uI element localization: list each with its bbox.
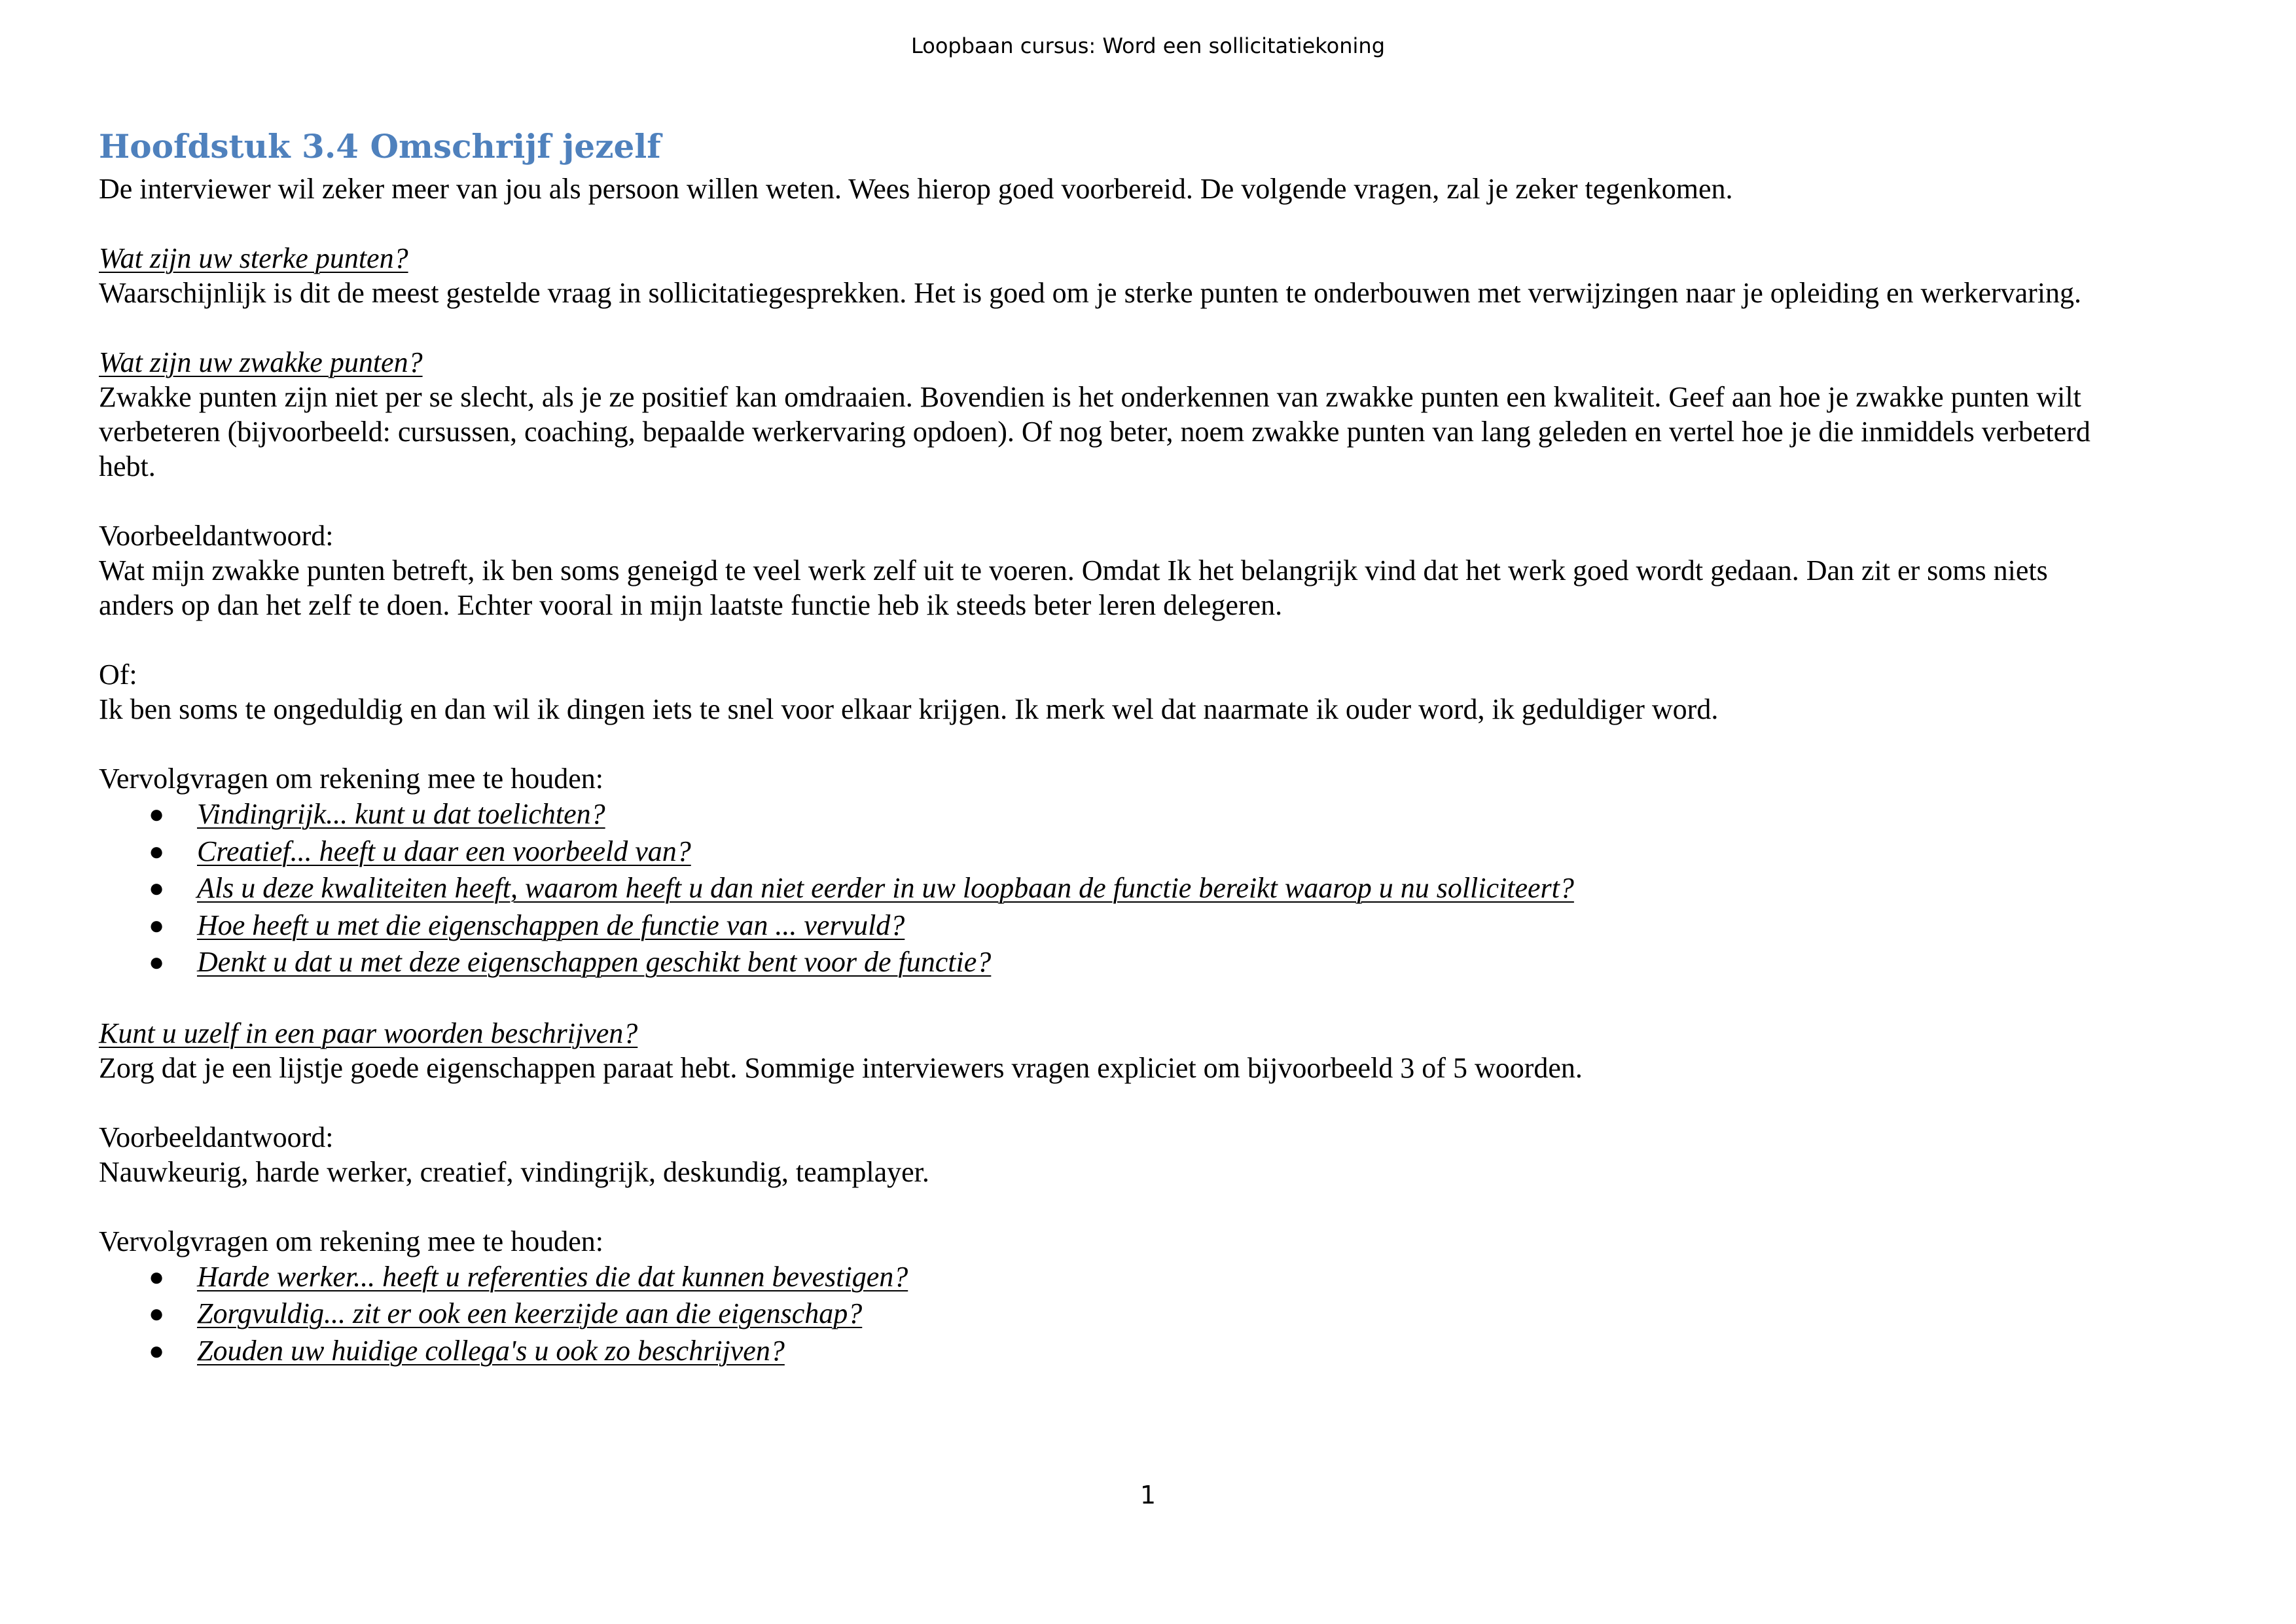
list-item xyxy=(99,1295,2206,1333)
followup-question: Denkt u dat u met deze eigenschappen geschikt bent voor de functie? xyxy=(197,946,992,978)
question-strengths-text: Wat zijn uw sterke punten? xyxy=(99,242,408,274)
bullet-icon: ● xyxy=(149,910,165,940)
followup-question: Hoe heeft u met die eigenschappen de functie van ... vervuld? xyxy=(197,909,905,941)
followup-question: Vindingrijk... kunt u dat toelichten? xyxy=(197,798,605,830)
example-answer-label: Voorbeeldantwoord: xyxy=(99,520,334,552)
page-number: 1 xyxy=(1139,1481,1157,1509)
followup-question: Creatief... heeft u daar een voorbeeld van? xyxy=(197,835,691,867)
example-answer-line-2: anders op dan het zelf te doen. Echter vooral in mijn laatste functie heb ik steeds beter leren delegeren. xyxy=(99,589,1283,621)
question-weaknesses xyxy=(99,345,2206,380)
question-describe xyxy=(99,1016,2206,1051)
list-item xyxy=(99,944,2206,981)
bullet-icon: ● xyxy=(149,799,165,829)
list-item xyxy=(99,1259,2206,1296)
strengths-paragraph: Waarschijnlijk is dit de meest gestelde vraag in sollicitatiegesprekken. Het is goed om je sterke punten te onderbouwen met verwijzingen naar je opleiding en werkervaring. xyxy=(99,277,2082,309)
chapter-title: Hoofdstuk 3.4 Omschrijf jezelf xyxy=(99,127,661,166)
bullet-icon: ● xyxy=(149,1335,165,1365)
bullet-icon: ● xyxy=(149,1261,165,1291)
bullet-icon: ● xyxy=(149,873,165,903)
list-item xyxy=(99,833,2206,871)
followup-questions-label: Vervolgvragen om rekening mee te houden: xyxy=(99,1225,603,1257)
followup-question: Harde werker... heeft u referenties die dat kunnen bevestigen? xyxy=(197,1260,908,1293)
weaknesses-paragraph-line-2: verbeteren (bijvoorbeeld: cursussen, coaching, bepaalde werkervaring opdoen). Of nog beter, noem zwakke punten van lang geleden en vertel hoe je die inmiddels verbeterd xyxy=(99,416,2090,448)
document-body xyxy=(99,122,2206,1369)
list-item xyxy=(99,907,2206,945)
bullet-icon: ● xyxy=(149,836,165,866)
example-answer-label: Voorbeeldantwoord: xyxy=(99,1121,334,1153)
list-item xyxy=(99,1333,2206,1370)
question-weaknesses-text: Wat zijn uw zwakke punten? xyxy=(99,346,423,378)
bullet-icon: ● xyxy=(149,947,165,977)
running-header: Loopbaan cursus: Word een sollicitatiekoning xyxy=(911,33,1385,58)
question-strengths xyxy=(99,241,2206,276)
example-answer: Nauwkeurig, harde werker, creatief, vindingrijk, deskundig, teamplayer. xyxy=(99,1155,929,1188)
weaknesses-paragraph-line-3: hebt. xyxy=(99,450,156,482)
question-describe-text: Kunt u uzelf in een paar woorden beschrijven? xyxy=(99,1017,638,1049)
followup-questions-list xyxy=(99,796,2206,981)
followup-questions-list xyxy=(99,1259,2206,1370)
list-item xyxy=(99,796,2206,833)
describe-paragraph: Zorg dat je een lijstje goede eigenschappen paraat hebt. Sommige interviewers vragen expliciet om bijvoorbeeld 3 of 5 woorden. xyxy=(99,1051,1583,1084)
alternative-example-answer: Ik ben soms te ongeduldig en dan wil ik dingen iets te snel voor elkaar krijgen. Ik merk wel dat naarmate ik ouder word, ik geduldiger word. xyxy=(99,693,1719,725)
weaknesses-paragraph-line-1: Zwakke punten zijn niet per se slecht, als je ze positief kan omdraaien. Bovendien is het onderkennen van zwakke punten een kwaliteit. Geef aan hoe je zwakke punten wilt xyxy=(99,381,2081,413)
followup-question: Als u deze kwaliteiten heeft, waarom heeft u dan niet eerder in uw loopbaan de functie bereikt waarop u nu solliciteert? xyxy=(197,872,1574,904)
or-label: Of: xyxy=(99,659,137,691)
followup-question: Zorgvuldig... zit er ook een keerzijde aan die eigenschap? xyxy=(197,1297,863,1329)
list-item xyxy=(99,870,2206,907)
bullet-icon: ● xyxy=(149,1299,165,1328)
chapter-intro: De interviewer wil zeker meer van jou als persoon willen weten. Wees hierop goed voorbereid. De volgende vragen, zal je zeker tegenkomen. xyxy=(99,173,1733,205)
followup-questions-label: Vervolgvragen om rekening mee te houden: xyxy=(99,763,603,795)
followup-question: Zouden uw huidige collega's u ook zo beschrijven? xyxy=(197,1334,785,1367)
example-answer-line-1: Wat mijn zwakke punten betreft, ik ben soms geneigd te veel werk zelf uit te voeren. Omdat Ik het belangrijk vind dat het werk goed wordt gedaan. Dan zit er soms niets xyxy=(99,554,2048,586)
